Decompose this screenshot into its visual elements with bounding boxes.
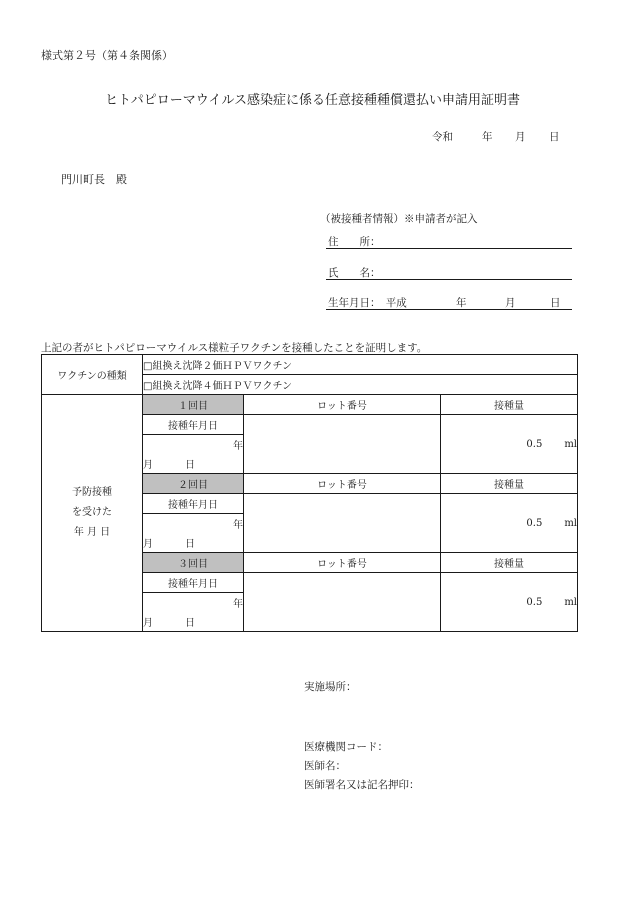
addressee: 門川町長 殿: [61, 173, 127, 186]
round-3-date-md[interactable]: [143, 612, 244, 632]
round-3-lot-input[interactable]: [244, 573, 441, 632]
round-2-label: ２回目: [143, 474, 244, 494]
date-day: 日: [549, 131, 560, 143]
applicant-heading: （被接種者情報）※申請者が記入: [320, 213, 478, 225]
round-1-lot-input[interactable]: [244, 415, 441, 474]
address-label: 住 所：: [328, 236, 381, 248]
date-year: 年: [482, 131, 493, 143]
vaccine-option-4[interactable]: □組換え沈降４価ＨＰＶワクチン: [143, 375, 578, 395]
vaccination-table: [41, 354, 578, 632]
round-3-dose: [441, 573, 578, 632]
site-label: 実施場所：: [304, 681, 357, 693]
round-1-dose-unit: ml: [564, 438, 577, 450]
birth-label: 生年月日： 平成: [328, 297, 407, 309]
doctor-name-label: 医師名：: [304, 760, 346, 772]
name-underline: [326, 279, 572, 280]
round-1-dose-value: 0.5: [526, 438, 543, 450]
round-2-date-md[interactable]: [143, 533, 244, 553]
birth-year: 年: [456, 297, 467, 309]
form-number: 様式第２号（第４条関係）: [41, 49, 173, 62]
date-era: 令和: [432, 131, 453, 143]
vaccination-label-line3: 年 月 日: [73, 527, 111, 538]
round-3-dose-unit: ml: [564, 596, 577, 608]
round-2-dose-unit: ml: [564, 517, 577, 529]
round-2-day: 日: [185, 539, 195, 550]
round-3-date-year[interactable]: 年: [143, 593, 244, 613]
round-3-dose-header: 接種量: [441, 553, 578, 573]
birth-month: 月: [505, 297, 516, 309]
round-3-month: 月: [143, 618, 153, 629]
birth-underline: [326, 309, 572, 310]
round-1-label: １回目: [143, 395, 244, 415]
vaccination-label-line1: 予防接種: [72, 487, 112, 498]
round-3-day: 日: [185, 618, 195, 629]
round-2-lot-input[interactable]: [244, 494, 441, 553]
round-3-dose-value: 0.5: [526, 596, 543, 608]
round-3-label: ３回目: [143, 553, 244, 573]
round-1-month: 月: [143, 460, 153, 471]
round-1-date-md[interactable]: [143, 454, 244, 474]
page-title: ヒトパピローマウイルス感染症に係る任意接種種償還払い申請用証明書: [105, 93, 520, 108]
birth-day: 日: [550, 297, 561, 309]
facility-code-label: 医療機関コード：: [304, 741, 388, 753]
round-3-date-header: 接種年月日: [143, 573, 244, 593]
doctor-signature-label: 医師署名又は記名押印：: [304, 779, 420, 791]
round-1-lot-header: ロット番号: [244, 395, 441, 415]
vaccine-type-label: ワクチンの種類: [42, 355, 143, 395]
round-2-dose-header: 接種量: [441, 474, 578, 494]
round-2-lot-header: ロット番号: [244, 474, 441, 494]
round-2-month: 月: [143, 539, 153, 550]
round-2-dose: [441, 494, 578, 553]
address-underline: [326, 248, 572, 249]
round-2-dose-value: 0.5: [526, 517, 543, 529]
vaccination-date-label: [42, 395, 143, 632]
round-1-dose: [441, 415, 578, 474]
name-label: 氏 名：: [328, 267, 381, 279]
round-2-date-header: 接種年月日: [143, 494, 244, 514]
certification-text: 上記の者がヒトパピローマウイルス様粒子ワクチンを接種したことを証明します。: [41, 342, 428, 354]
vaccine-option-2[interactable]: □組換え沈降２価ＨＰＶワクチン: [143, 355, 578, 375]
round-1-date-year[interactable]: 年: [143, 435, 244, 455]
vaccination-label-line2: を受けた: [72, 507, 112, 518]
date-month: 月: [515, 131, 526, 143]
round-3-lot-header: ロット番号: [244, 553, 441, 573]
round-1-date-header: 接種年月日: [143, 415, 244, 435]
round-1-dose-header: 接種量: [441, 395, 578, 415]
round-1-day: 日: [185, 460, 195, 471]
round-2-date-year[interactable]: 年: [143, 514, 244, 534]
